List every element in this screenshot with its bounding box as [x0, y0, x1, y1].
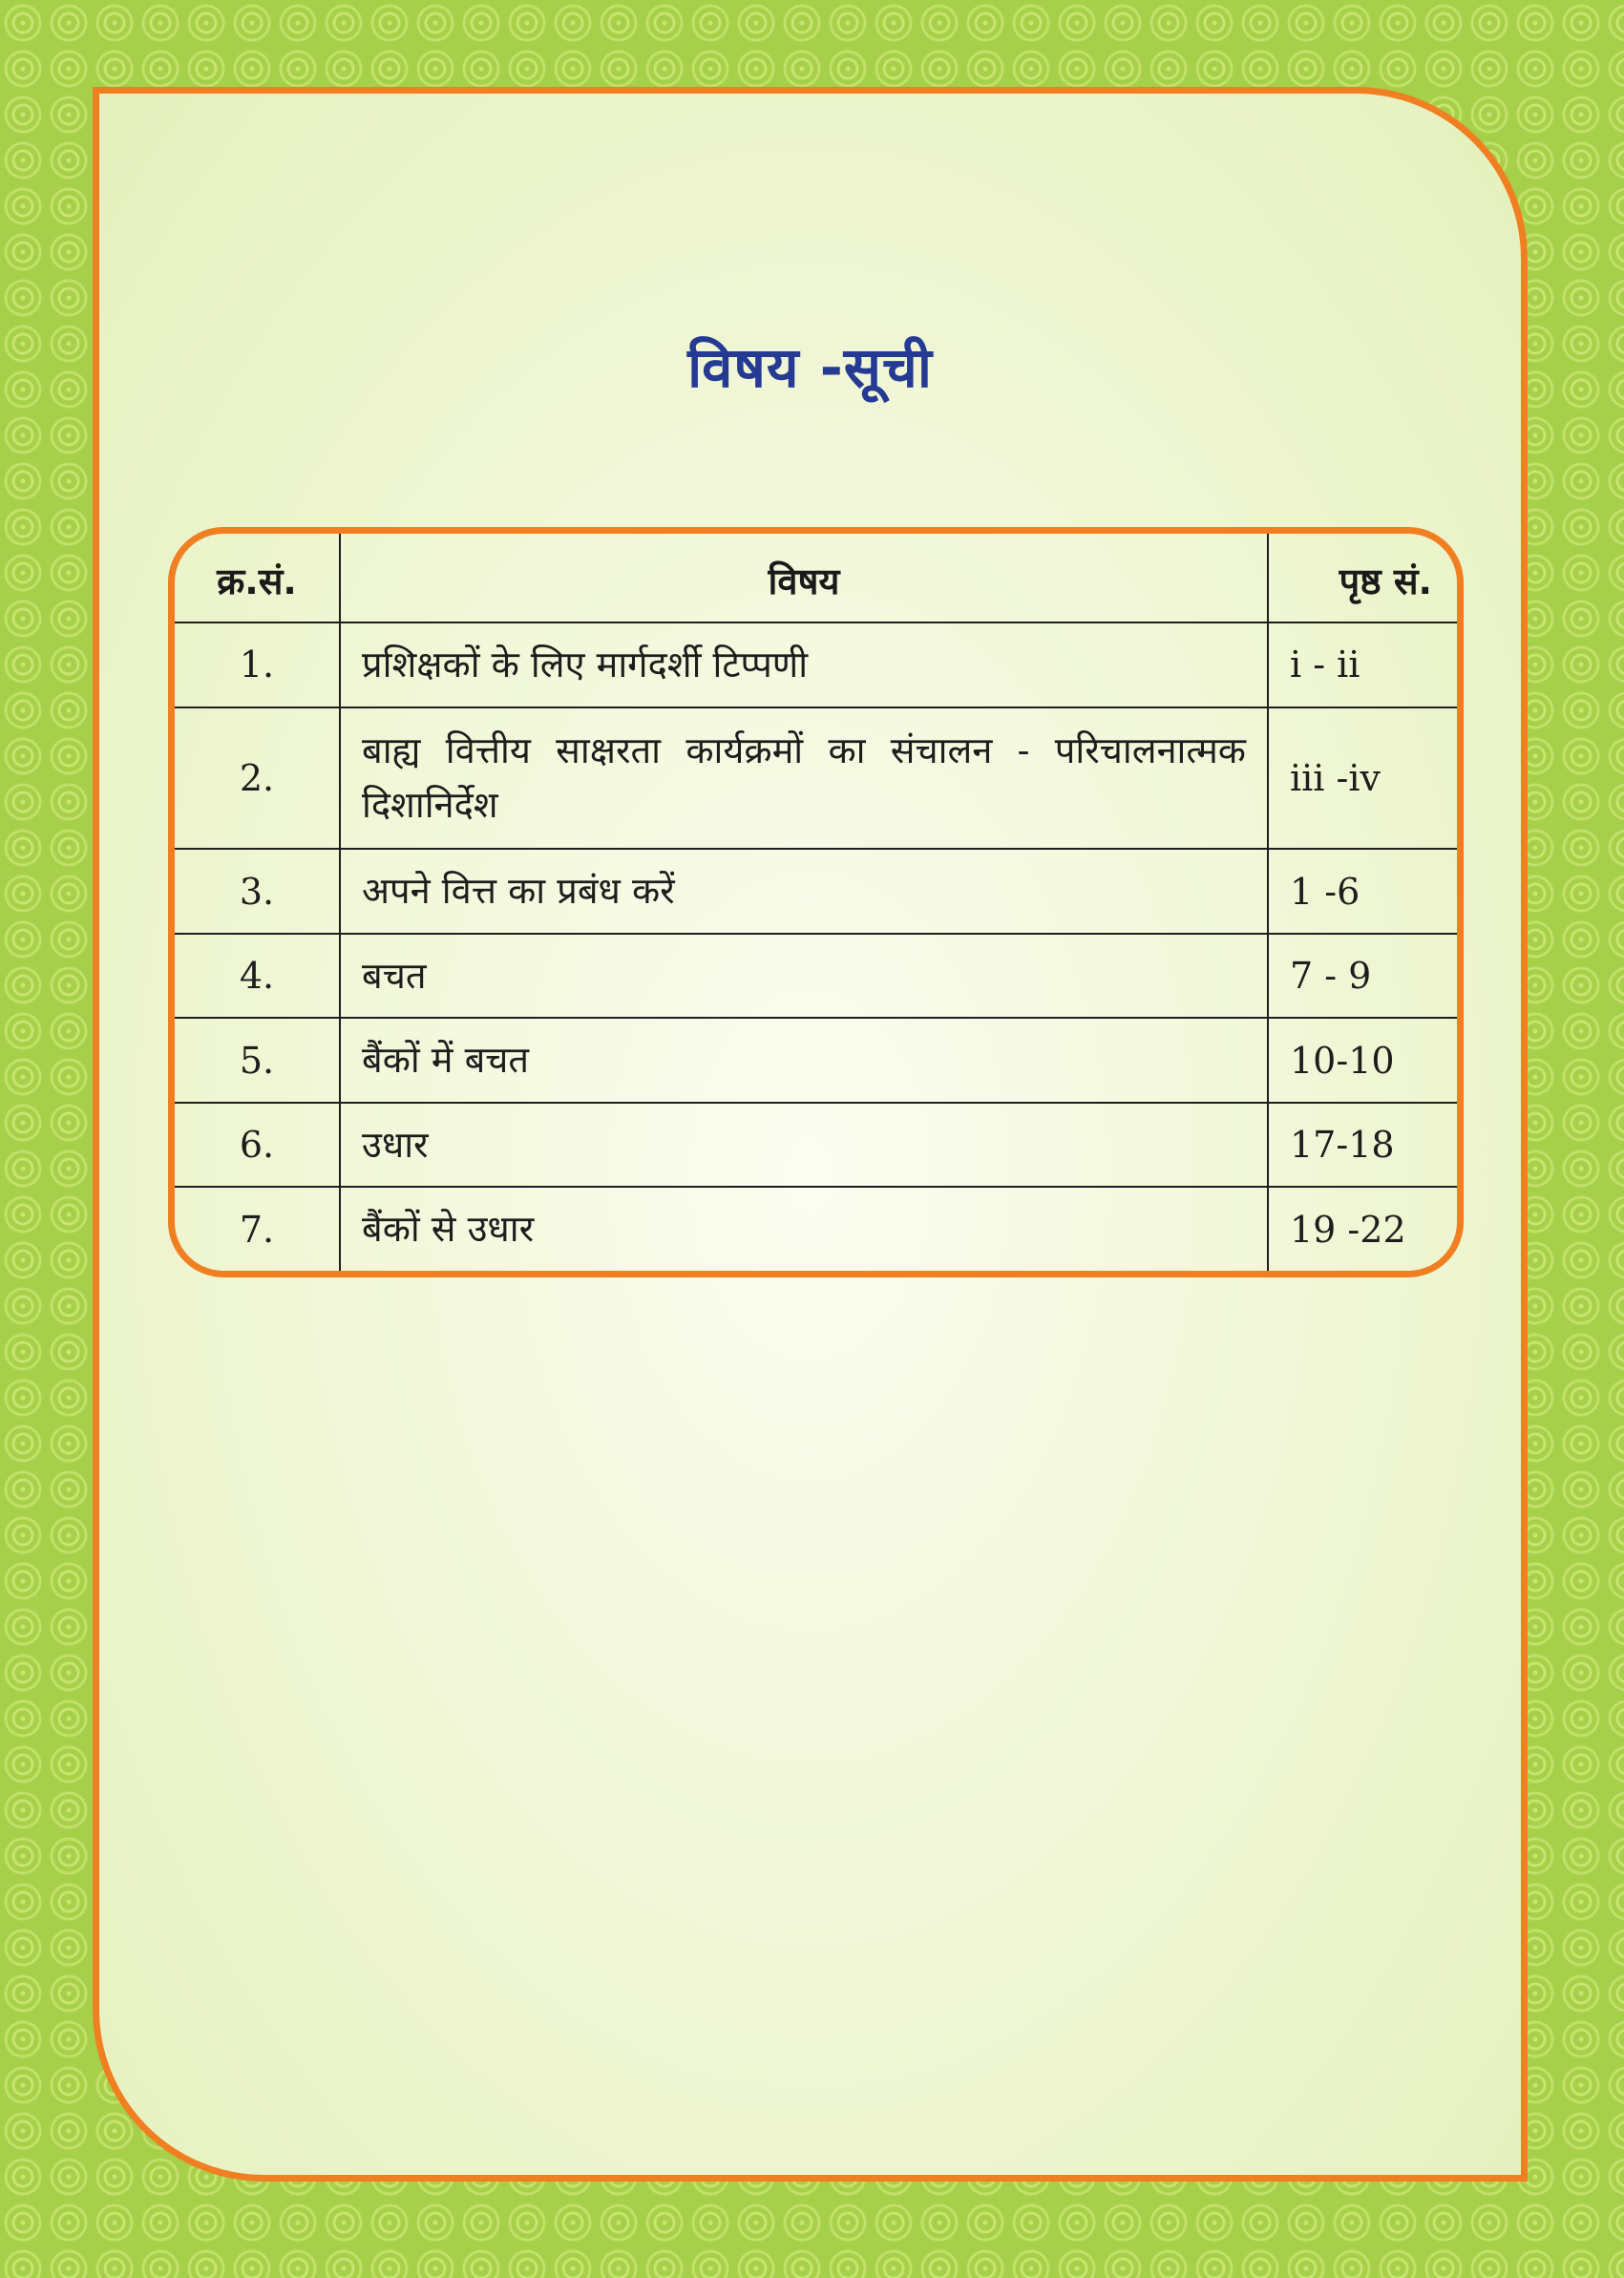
row-number: 4. — [175, 934, 340, 1019]
row-topic: बैंकों से उधार — [340, 1187, 1268, 1271]
table-row — [175, 622, 1457, 707]
row-page: i - ii — [1268, 622, 1457, 707]
row-page: 1 -6 — [1268, 849, 1457, 934]
page-frame — [93, 87, 1528, 2182]
table-row — [175, 1103, 1457, 1188]
row-page: 10-10 — [1268, 1018, 1457, 1103]
table-row — [175, 707, 1457, 850]
row-topic: बैंकों में बचत — [340, 1018, 1268, 1103]
row-topic: बचत — [340, 934, 1268, 1019]
row-number: 7. — [175, 1187, 340, 1271]
table-row — [175, 934, 1457, 1019]
row-number: 6. — [175, 1103, 340, 1188]
row-number: 1. — [175, 622, 340, 707]
row-number: 2. — [175, 707, 340, 850]
header-topic: विषय — [340, 534, 1268, 622]
row-topic: प्रशिक्षकों के लिए मार्गदर्शी टिप्पणी — [340, 622, 1268, 707]
table-row — [175, 849, 1457, 934]
table-row — [175, 1018, 1457, 1103]
row-topic: बाह्य वित्तीय साक्षरता कार्यक्रमों का संचालन - परिचालनात्मक दिशानिर्देश — [340, 707, 1268, 850]
table-row — [175, 1187, 1457, 1271]
header-page: पृष्ठ सं. — [1268, 534, 1457, 622]
row-number: 3. — [175, 849, 340, 934]
row-topic: उधार — [340, 1103, 1268, 1188]
toc-table — [175, 534, 1457, 1271]
table-of-contents — [168, 527, 1464, 1277]
row-page: iii -iv — [1268, 707, 1457, 850]
page-title: विषय -सूची — [687, 335, 933, 400]
row-page: 17-18 — [1268, 1103, 1457, 1188]
table-header-row — [175, 534, 1457, 622]
row-page: 7 - 9 — [1268, 934, 1457, 1019]
row-page: 19 -22 — [1268, 1187, 1457, 1271]
header-number: क्र.सं. — [217, 560, 297, 602]
row-number: 5. — [175, 1018, 340, 1103]
row-topic: अपने वित्त का प्रबंध करें — [340, 849, 1268, 934]
